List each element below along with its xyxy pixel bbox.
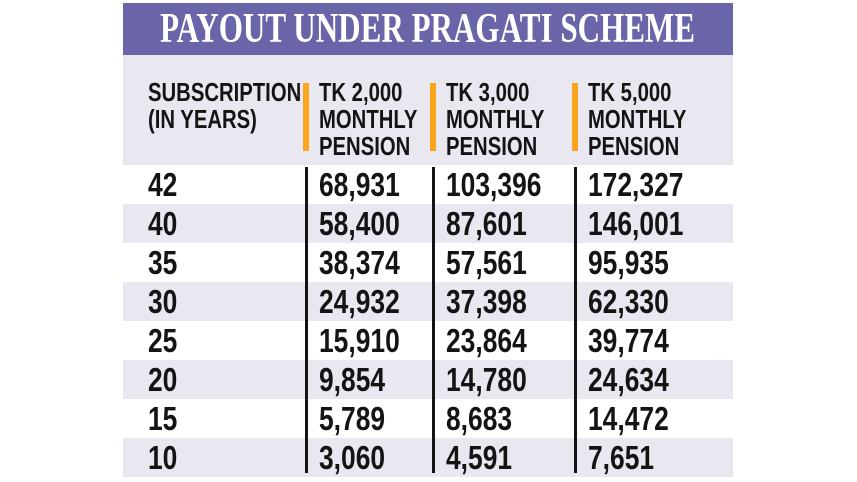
header-cell-2 — [432, 55, 574, 165]
years-cell: 35 — [148, 243, 178, 281]
payout-cell: 14,780 — [446, 360, 527, 398]
payout-cell: 62,330 — [588, 282, 669, 320]
payout-cell: 23,864 — [446, 321, 527, 359]
payout-cell: 146,001 — [588, 204, 684, 242]
header-label: TK 5,000 MONTHLY PENSION — [588, 77, 687, 161]
column-divider-line — [305, 167, 308, 473]
header-cell-3 — [574, 55, 733, 165]
payout-cell: 5,789 — [319, 399, 386, 437]
header-label: TK 3,000 MONTHLY PENSION — [446, 77, 545, 161]
pragati-payout-infographic — [123, 3, 733, 477]
years-cell: 20 — [148, 360, 178, 398]
table-row — [123, 282, 733, 321]
table-row — [123, 438, 733, 477]
table-row — [123, 399, 733, 438]
table-row — [123, 204, 733, 243]
orange-divider-bar — [303, 83, 309, 151]
payout-cell: 3,060 — [319, 438, 386, 476]
header-cell-0 — [123, 55, 305, 165]
payout-cell: 15,910 — [319, 321, 400, 359]
table-row — [123, 165, 733, 204]
orange-divider-bar — [430, 83, 436, 151]
header-cell-1 — [305, 55, 432, 165]
header-label: TK 2,000 MONTHLY PENSION — [319, 77, 418, 161]
payout-cell: 172,327 — [588, 165, 684, 203]
payout-cell: 4,591 — [446, 438, 513, 476]
years-cell: 10 — [148, 438, 178, 476]
column-divider-line — [432, 167, 435, 473]
table-body — [123, 165, 733, 477]
payout-cell: 9,854 — [319, 360, 386, 398]
table-title-bar — [123, 3, 733, 55]
payout-cell: 95,935 — [588, 243, 669, 281]
table-title: PAYOUT UNDER PRAGATI SCHEME — [160, 6, 696, 52]
payout-cell: 39,774 — [588, 321, 669, 359]
column-divider-line — [574, 167, 577, 473]
payout-cell: 14,472 — [588, 399, 669, 437]
payout-cell: 58,400 — [319, 204, 400, 242]
payout-cell: 57,561 — [446, 243, 527, 281]
years-cell: 42 — [148, 165, 178, 203]
payout-cell: 68,931 — [319, 165, 400, 203]
payout-cell: 7,651 — [588, 438, 655, 476]
table-row — [123, 243, 733, 282]
payout-cell: 24,634 — [588, 360, 669, 398]
payout-cell: 103,396 — [446, 165, 542, 203]
payout-cell: 87,601 — [446, 204, 527, 242]
payout-cell: 24,932 — [319, 282, 400, 320]
payout-cell: 38,374 — [319, 243, 400, 281]
years-cell: 25 — [148, 321, 178, 359]
table-header-row — [123, 55, 733, 165]
table-row — [123, 321, 733, 360]
header-label: SUBSCRIPTION (IN YEARS) — [148, 77, 302, 134]
table-row — [123, 360, 733, 399]
years-cell: 40 — [148, 204, 178, 242]
orange-divider-bar — [572, 83, 578, 151]
payout-cell: 8,683 — [446, 399, 513, 437]
years-cell: 30 — [148, 282, 178, 320]
years-cell: 15 — [148, 399, 178, 437]
payout-cell: 37,398 — [446, 282, 527, 320]
